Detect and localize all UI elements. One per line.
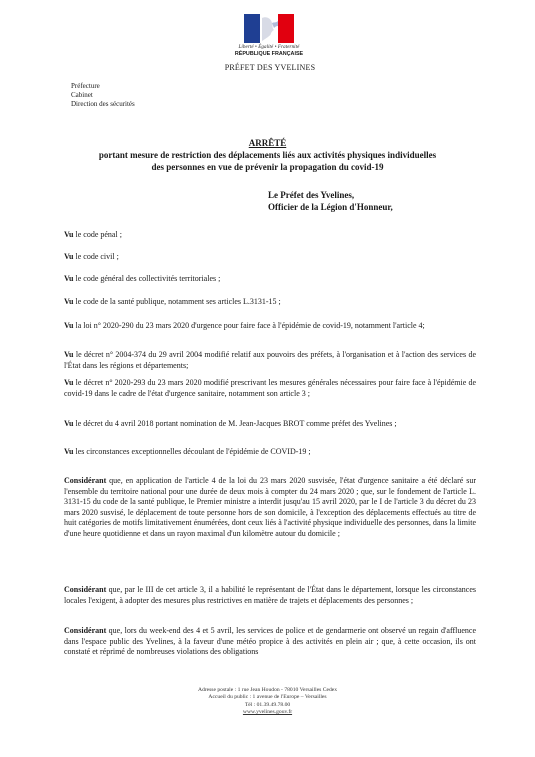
vu-label: Vu bbox=[64, 274, 74, 283]
office-line: Préfecture bbox=[71, 82, 100, 90]
visa-text: le décret n° 2004-374 du 29 avril 2004 modifié relatif aux pouvoirs des préfets, à l'organisation et à l'action des services de l'État dans les régions et départements; bbox=[64, 350, 476, 370]
vu-label: Vu bbox=[64, 252, 74, 261]
vu-label: Vu bbox=[64, 378, 74, 387]
title-arrete: ARRÊTÉ bbox=[248, 138, 287, 148]
vu-label: Vu bbox=[64, 350, 74, 359]
considerant-paragraph bbox=[64, 585, 476, 606]
signatory-line: Le Préfet des Yvelines, bbox=[268, 190, 355, 200]
prefecture-title: PRÉFET DES YVELINES bbox=[224, 63, 316, 72]
visa-paragraph bbox=[64, 447, 476, 458]
visa-text: les circonstances exceptionnelles découlant de l'épidémie de COVID-19 ; bbox=[75, 447, 311, 456]
visa-text: le décret du 4 avril 2018 portant nomination de M. Jean-Jacques BROT comme préfet des Yvelines ; bbox=[75, 419, 397, 428]
considerant-text: que, en application de l'article 4 de la loi du 23 mars 2020 susvisée, l'état d'urgence sanitaire a été déclaré sur l'ensemble du territoire national pour une durée de deux mois à compter du 24 mars 2020 ; que, sur le fondement de l'article L. 3131-15 du code de la santé publique, le Premier ministre a interdit jusqu'au 15 avril 2020, par le I de l'article 3 du décret du 23 mars 2020 susvisé, le déplacement de toute personne hors de son domicile, à l'exception des déplacements effectués au titre de huit catégories de motifs limitativement énumérées, dont ceux liés à l'activité physique individuelle des personnes, dans la limite d'une heure quotidienne et dans un rayon maximal d'un kilomètre autour du domicile ; bbox=[64, 476, 476, 538]
visa-paragraph bbox=[64, 350, 476, 371]
footer-website-link[interactable]: www.yvelines.gouv.fr bbox=[242, 709, 293, 716]
title-subject-line: portant mesure de restriction des déplacements liés aux activités physiques individuelles bbox=[98, 150, 437, 160]
footer-public-address: Accueil du public : 1 avenue de l'Europe – Versailles bbox=[208, 694, 327, 701]
considerant-label: Considérant bbox=[64, 585, 107, 594]
considerant-text: que, lors du week-end des 4 et 5 avril, les services de police et de gendarmerie ont observé un regain d'affluence dans l'espace public des Yvelines, à la faveur d'une météo propice à des activités en plein air ; que, à cette occasion, ils ont constaté et réprimé de nombreuses violations des obligations bbox=[64, 626, 476, 657]
issuing-office bbox=[71, 82, 135, 109]
office-line: Direction des sécurités bbox=[71, 100, 135, 108]
tricolor-flag-icon bbox=[244, 14, 294, 43]
vu-label: Vu bbox=[64, 321, 74, 330]
marianne-profile-icon bbox=[260, 14, 278, 43]
visa-paragraph bbox=[64, 419, 476, 430]
footer-phone: Tél : 01.39.49.78.00 bbox=[244, 701, 291, 708]
office-line: Cabinet bbox=[71, 91, 93, 99]
signatory-line: Officier de la Légion d'Honneur, bbox=[268, 202, 393, 212]
signatory bbox=[268, 189, 393, 213]
visa-text: le décret n° 2020-293 du 23 mars 2020 modifié prescrivant les mesures générales nécessaires pour faire face à l'épidémie de covid-19 dans le cadre de l'état d'urgence sanitaire, notamment son article 3 ; bbox=[64, 378, 477, 398]
visa-paragraph bbox=[64, 321, 476, 332]
republic-name: RÉPUBLIQUE FRANÇAISE bbox=[234, 51, 304, 57]
visa-text: le code de la santé publique, notamment ses articles L.3131-15 ; bbox=[75, 297, 281, 306]
vu-label: Vu bbox=[64, 447, 74, 456]
visa-paragraph bbox=[64, 274, 476, 285]
visa-paragraph bbox=[64, 252, 476, 263]
considerant-paragraph bbox=[64, 626, 476, 658]
visa-text: le code civil ; bbox=[75, 252, 119, 261]
footer-postal-address: Adresse postale : 1 rue Jean Houdon - 78010 Versailles Cedex bbox=[197, 687, 338, 693]
considerant-paragraph bbox=[64, 476, 476, 540]
republic-motto: Liberté • Égalité • Fraternité bbox=[238, 45, 300, 50]
visa-text: le code pénal ; bbox=[75, 230, 122, 239]
vu-label: Vu bbox=[64, 230, 74, 239]
visa-paragraph bbox=[64, 230, 476, 241]
considerant-label: Considérant bbox=[64, 626, 107, 635]
considerant-text: que, par le III de cet article 3, il a habilité le représentant de l'État dans le département, lorsque les circonstances locales l'exigent, à adopter des mesures plus restrictives en matière de trajets et déplacements des personnes ; bbox=[64, 585, 477, 605]
vu-label: Vu bbox=[64, 419, 74, 428]
visa-text: le code général des collectivités territoriales ; bbox=[75, 274, 221, 283]
page-footer bbox=[150, 687, 385, 717]
visa-paragraph bbox=[64, 297, 476, 308]
title-subject-line: des personnes en vue de prévenir la propagation du covid-19 bbox=[151, 162, 384, 172]
visa-paragraph bbox=[64, 378, 476, 399]
document-title bbox=[50, 137, 485, 173]
marianne-logo bbox=[229, 14, 309, 57]
visa-text: la loi n° 2020-290 du 23 mars 2020 d'urgence pour faire face à l'épidémie de covid-19, notamment l'article 4; bbox=[75, 321, 425, 330]
vu-label: Vu bbox=[64, 297, 74, 306]
considerant-label: Considérant bbox=[64, 476, 107, 485]
